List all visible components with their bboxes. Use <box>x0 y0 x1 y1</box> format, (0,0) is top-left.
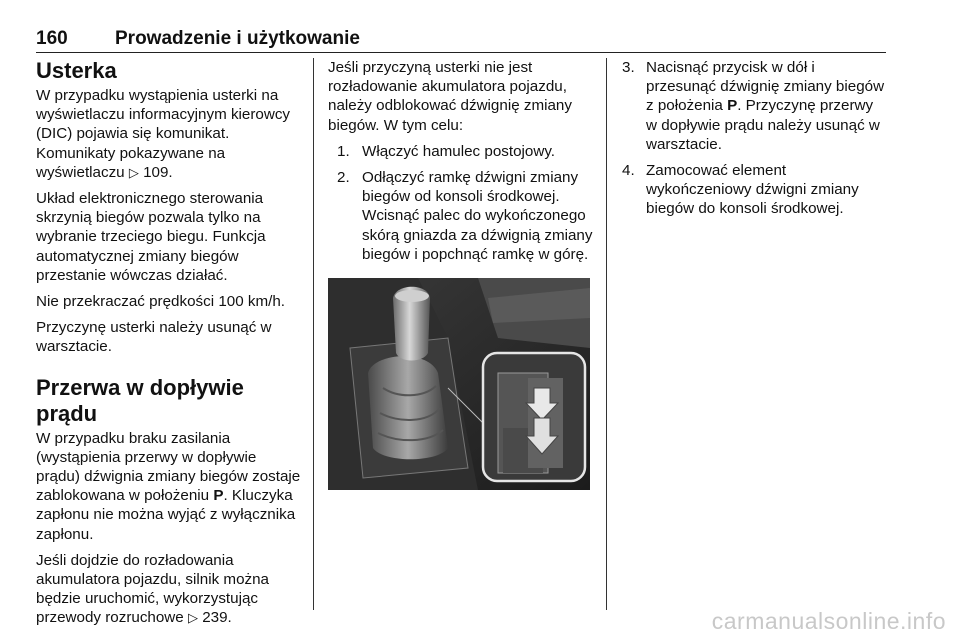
paragraph: W przypadku braku zasilania (wystąpienia przerwy w dopływie prądu) dźwignia zmiany biegów zostaje zablokowana w położeniu P. Kluczyka zapłonu nie można wyjąć z wyłącznika zapłonu. <box>36 429 301 543</box>
chapter-title: Prowadzenie i użytkowanie <box>115 28 360 49</box>
list-item: 1. Włączyć hamulec postojowy. <box>337 142 556 160</box>
watermark: carmanualsonline.info <box>711 608 946 634</box>
section-heading-power-outage: Przerwa w dopływie prądu <box>36 374 244 426</box>
page-number: 160 <box>36 28 68 49</box>
list-item: 4. Zamocować element wykończeniowy dźwigni zmiany biegów do konsoli środkowej. <box>622 162 859 218</box>
list-item: 2. Odłączyć ramkę dźwigni zmiany biegów od konsoli środkowej. Wcisnąć palec do wykończonego skórą gniazda za dźwignią zmiany biegów i popchnąć ramkę w górę. <box>337 169 593 263</box>
paragraph: Jeśli dojdzie do rozładowania akumulatora pojazdu, silnik można będzie uruchomić, wykorzystując przewody rozruchowe ▷ 239. <box>36 551 269 627</box>
column-divider <box>606 58 607 610</box>
paragraph: Układ elektronicznego sterowania skrzynią biegów pozwala tylko na wybranie trzeciego biegu. Funkcja automatycznej zmiany biegów przestanie wówczas działać. <box>36 190 266 284</box>
page-reference-link[interactable]: 109. <box>143 163 173 181</box>
paragraph: Nie przekraczać prędkości 100 km/h. <box>36 293 286 311</box>
column-left <box>36 58 301 635</box>
paragraph: W przypadku wystąpienia usterki na wyświetlaczu informacyjnym kierowcy (DIC) pojawia się komunikat. Komunikaty pokazywane na wyświetlaczu ▷ 109. <box>36 87 291 181</box>
steps-list <box>328 142 594 264</box>
section-heading-fault: Usterka <box>36 58 117 83</box>
reference-arrow-icon: ▷ <box>128 164 139 180</box>
gear-lever-illustration <box>328 278 590 490</box>
list-item: 3. Nacisnąć przycisk w dół i przesunąć dźwignię zmiany biegów z położenia P. Przyczynę przerwy w dopływie prądu należy usunąć w warsztacie. <box>622 59 885 153</box>
paragraph: Przyczynę usterki należy usunąć w warsztacie. <box>36 319 272 356</box>
gear-lever-drawing <box>328 278 590 490</box>
column-middle <box>328 58 594 271</box>
reference-arrow-icon: ▷ <box>187 610 198 626</box>
column-divider <box>313 58 314 610</box>
column-right <box>622 58 888 226</box>
steps-list-continued <box>622 58 888 219</box>
paragraph: Jeśli przyczyną usterki nie jest rozładowanie akumulatora pojazdu, należy odblokować dźwignię zmiany biegów. W tym celu: <box>328 59 572 134</box>
page-header <box>36 28 886 53</box>
page-reference-link[interactable]: 239. <box>202 609 232 627</box>
